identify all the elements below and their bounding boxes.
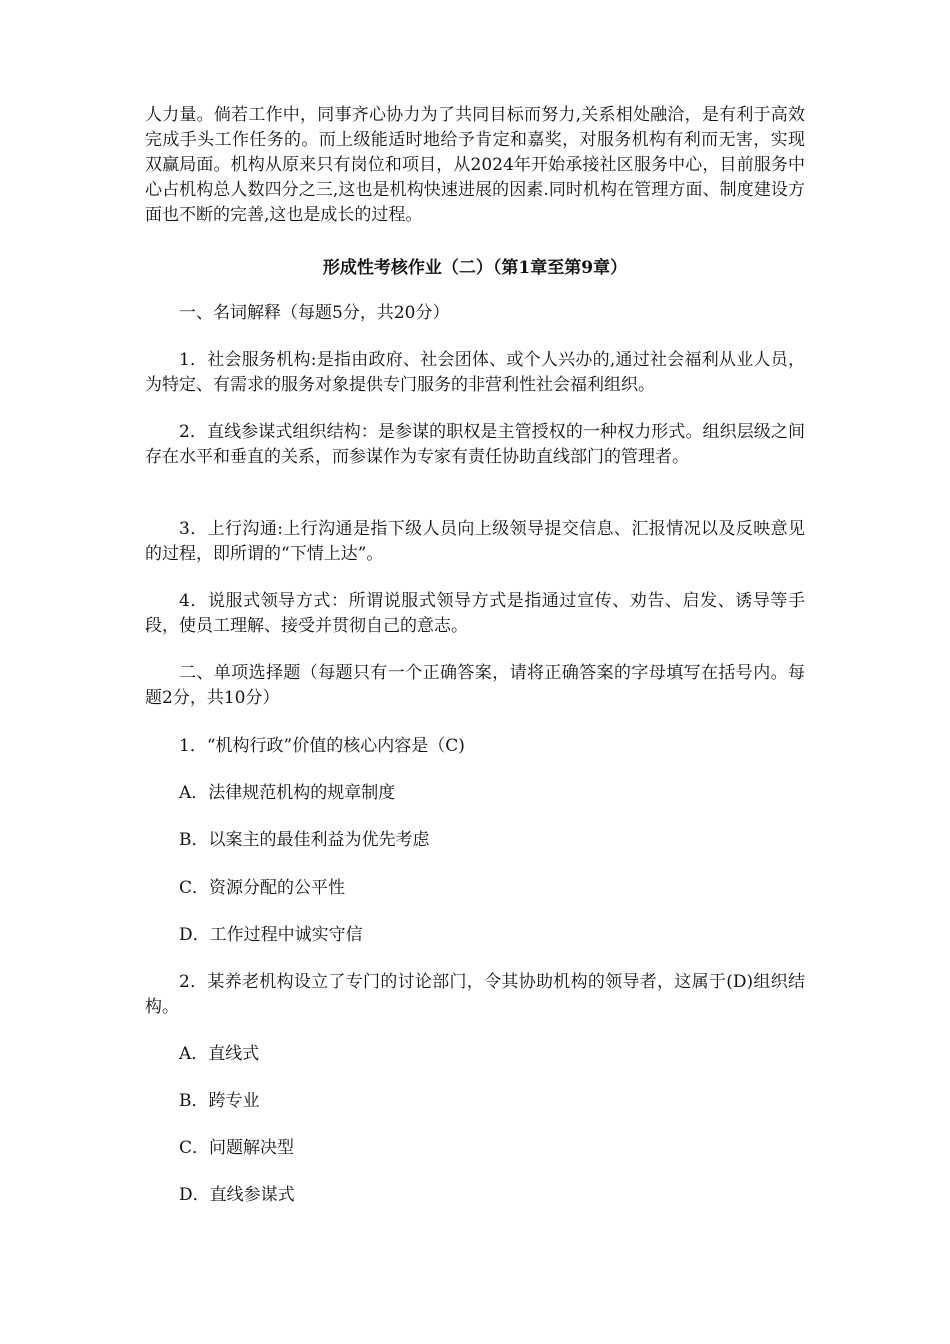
definition-item-4: 4．说服式领导方式：所谓说服式领导方式是指通过宣传、劝告、启发、诱导等手段，使员工理解、接受并贯彻自己的意志。: [145, 591, 805, 636]
definition-item-1: 1．社会服务机构:是指由政府、社会团体、或个人兴办的,通过社会福利从业人员，为特定、有需求的服务对象提供专门服务的非营利性社会福利组织。: [145, 350, 805, 395]
definition-item-2: 2．直线参谋式组织结构：是参谋的职权是主管授权的一种权力形式。组织层级之间存在水平和垂直的关系，而参谋作为专家有责任协助直线部门的管理者。: [145, 422, 805, 467]
question-1: 1．“机构行政”价值的核心内容是（C): [179, 736, 465, 756]
q2-option-b: B．跨专业: [179, 1091, 260, 1111]
q1-option-b: B．以案主的最佳利益为优先考虑: [179, 830, 430, 850]
definition-item-3: 3．上行沟通:上行沟通是指下级人员向上级领导提交信息、汇报情况以及反映意见的过程，即所谓的“下情上达”。: [145, 519, 805, 564]
q1-option-d: D．工作过程中诚实守信: [179, 925, 363, 945]
q1-option-a: A．法律规范机构的规章制度: [179, 783, 396, 803]
section1-heading: 一、名词解释（每题5分，共20分）: [179, 303, 450, 323]
section-title: 形成性考核作业（二）（第1章至第9章）: [322, 258, 628, 278]
intro-paragraph: 人力量。倘若工作中，同事齐心协力为了共同目标而努力,关系相处融洽，是有利于高效完成手头工作任务的。而上级能适时地给予肯定和嘉奖，对服务机构有利而无害，实现双赢局面。机构从原来只有岗位和项目，从2024年开始承接社区服务中心，目前服务中心占机构总人数四分之三,这也是机构快速进展的因素.同时机构在管理方面、制度建设方面也不断的完善,这也是成长的过程。: [145, 105, 805, 225]
question-2: 2．某养老机构设立了专门的讨论部门，令其协助机构的领导者，这属于(D)组织结构。: [145, 972, 805, 1017]
q2-option-c: C．问题解决型: [179, 1138, 295, 1158]
q1-option-c: C．资源分配的公平性: [179, 878, 346, 898]
q2-option-d: D．直线参谋式: [179, 1185, 295, 1205]
q2-option-a: A．直线式: [179, 1044, 260, 1064]
section2-heading: 二、单项选择题（每题只有一个正确答案，请将正确答案的字母填写在括号内。每题2分，共10分）: [145, 663, 805, 708]
